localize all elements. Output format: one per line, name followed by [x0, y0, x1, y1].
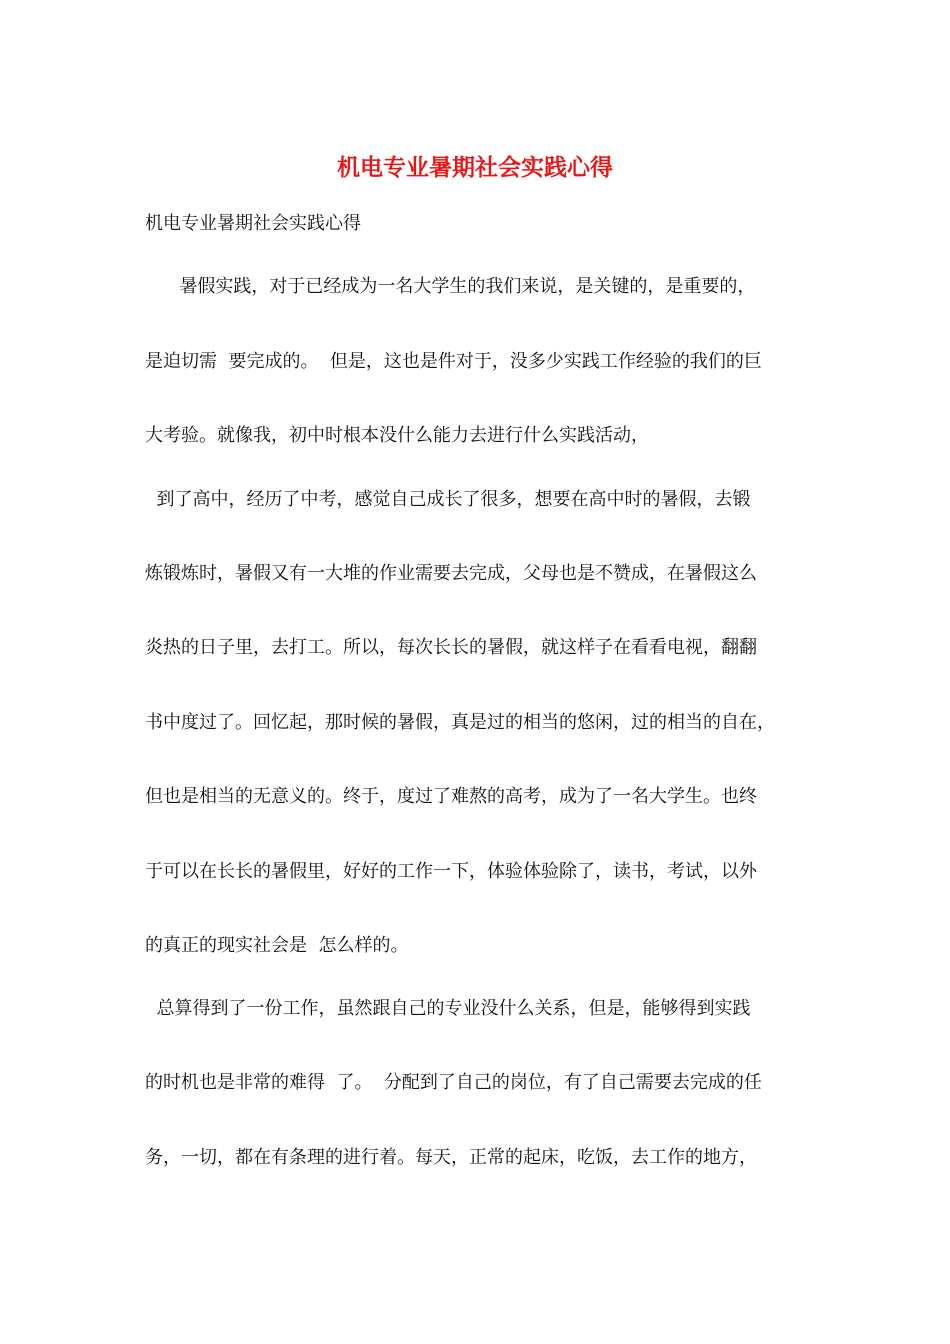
body-line-2: 是迫切需 要完成的。 但是，这也是件对于，没多少实践工作经验的我们的巨	[145, 351, 762, 372]
body-line-3: 大考验。就像我，初中时根本没什么能力去进行什么实践活动，	[145, 425, 649, 446]
body-line-9: 于可以在长长的暑假里，好好的工作一下，体验体验除了，读书，考试，以外	[145, 861, 757, 882]
body-line-7: 书中度过了。回忆起，那时候的暑假，真是过的相当的悠闲，过的相当的自在，	[145, 712, 775, 733]
body-line-6: 炎热的日子里，去打工。所以，每次长长的暑假，就这样子在看看电视，翻翻	[145, 637, 757, 658]
document-title: 机电专业暑期社会实践心得	[337, 154, 613, 181]
body-line-10: 的真正的现实社会是 怎么样的。	[145, 935, 409, 956]
body-line-12: 的时机也是非常的难得 了。 分配到了自己的岗位，有了自己需要去完成的任	[145, 1072, 762, 1093]
body-line-5: 炼锻炼时，暑假又有一大堆的作业需要去完成，父母也是不赞成，在暑假这么	[145, 563, 757, 584]
document-subtitle: 机电专业暑期社会实践心得	[145, 213, 361, 234]
body-line-11: 总算得到了一份工作，虽然跟自己的专业没什么关系，但是，能够得到实践	[145, 998, 751, 1019]
body-line-4: 到了高中，经历了中考，感觉自己成长了很多，想要在高中时的暑假，去锻	[145, 489, 751, 510]
body-line-13: 务，一切，都在有条理的进行着。每天，正常的起床，吃饭，去工作的地方，	[145, 1147, 757, 1168]
body-line-8: 但也是相当的无意义的。终于，度过了难熬的高考，成为了一名大学生。也终	[145, 786, 757, 807]
body-line-1: 暑假实践，对于已经成为一名大学生的我们来说，是关键的，是重要的，	[145, 276, 756, 297]
